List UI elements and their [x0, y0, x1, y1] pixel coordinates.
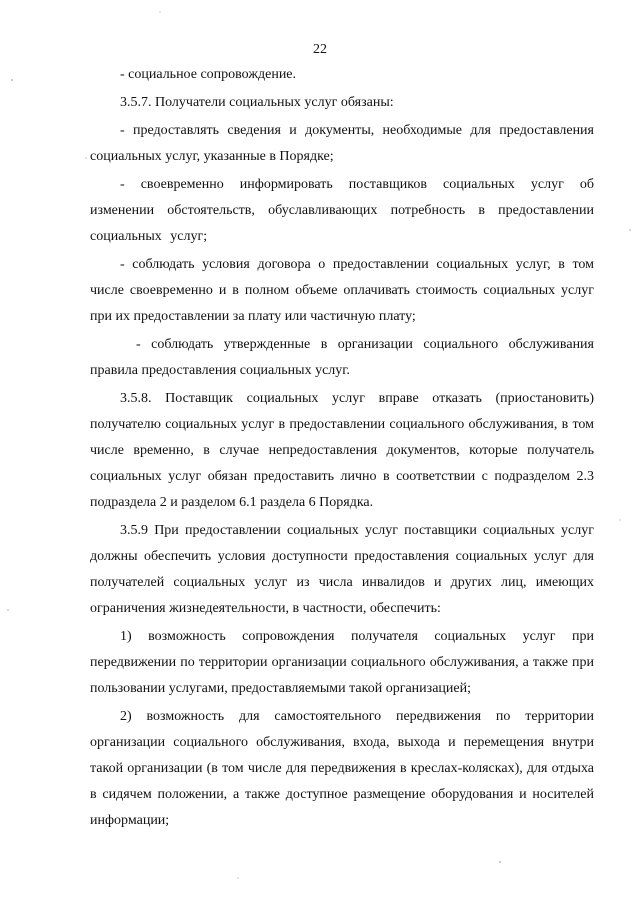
paragraph-social-support: - социальное сопровождение.	[120, 67, 297, 82]
paragraph-inform-providers: - своевременно информировать поставщиков социальных услуг об изменении обстоятельств, обуславливающих потребность в предоставлении социальных услуг;	[90, 177, 594, 244]
paragraph-item-1: 1) возможность сопровождения получателя социальных услуг при передвижении по территории организации социального обслуживания, а также при пользовании услугами, предоставляемыми такой организацией;	[90, 629, 594, 696]
paragraph-3-5-8: 3.5.8. Поставщик социальных услуг вправе отказать (приостановить) получателю социальных услуг в предоставлении социального обслуживания, в том числе временно, в случае непредоставления документов, которые получатель социальных услуг обязан предоставить лично в соответствии с подразделом 2.3 подраздела 2 и разделом 6.1 раздела 6 Порядка.	[90, 391, 594, 510]
paragraph-item-2: 2) возможность для самостоятельного передвижения по территории организации социального обслуживания, входа, выхода и перемещения внутри такой организации (в том числе для передвижения в креслах-колясках), для отдыха в сидячем положении, а также доступное размещение оборудования и носителей информации;	[90, 709, 594, 828]
document-body	[90, 62, 594, 834]
paragraph-comply-rules: - соблюдать утвержденные в организации социального обслуживания правила предоставления социальных услуг.	[90, 337, 594, 378]
paragraph-3-5-7-heading: 3.5.7. Получатели социальных услуг обязаны:	[120, 95, 394, 110]
paragraph-3-5-9: 3.5.9 При предоставлении социальных услуг поставщики социальных услуг должны обеспечить условия доступности предоставления социальных услуг для получателей социальных услуг из числа инвалидов и других лиц, имеющих ограничения жизнедеятельности, в частности, обеспечить:	[90, 523, 594, 616]
paragraph-provide-documents: - предоставлять сведения и документы, необходимые для предоставления социальных услуг, указанные в Порядке;	[90, 123, 594, 164]
paragraph-comply-contract: - соблюдать условия договора о предоставлении социальных услуг, в том числе своевременно и в полном объеме оплачивать стоимость социальных услуг при их предоставлении за плату или частичную плату;	[90, 257, 594, 324]
page-number: 22	[313, 42, 327, 57]
